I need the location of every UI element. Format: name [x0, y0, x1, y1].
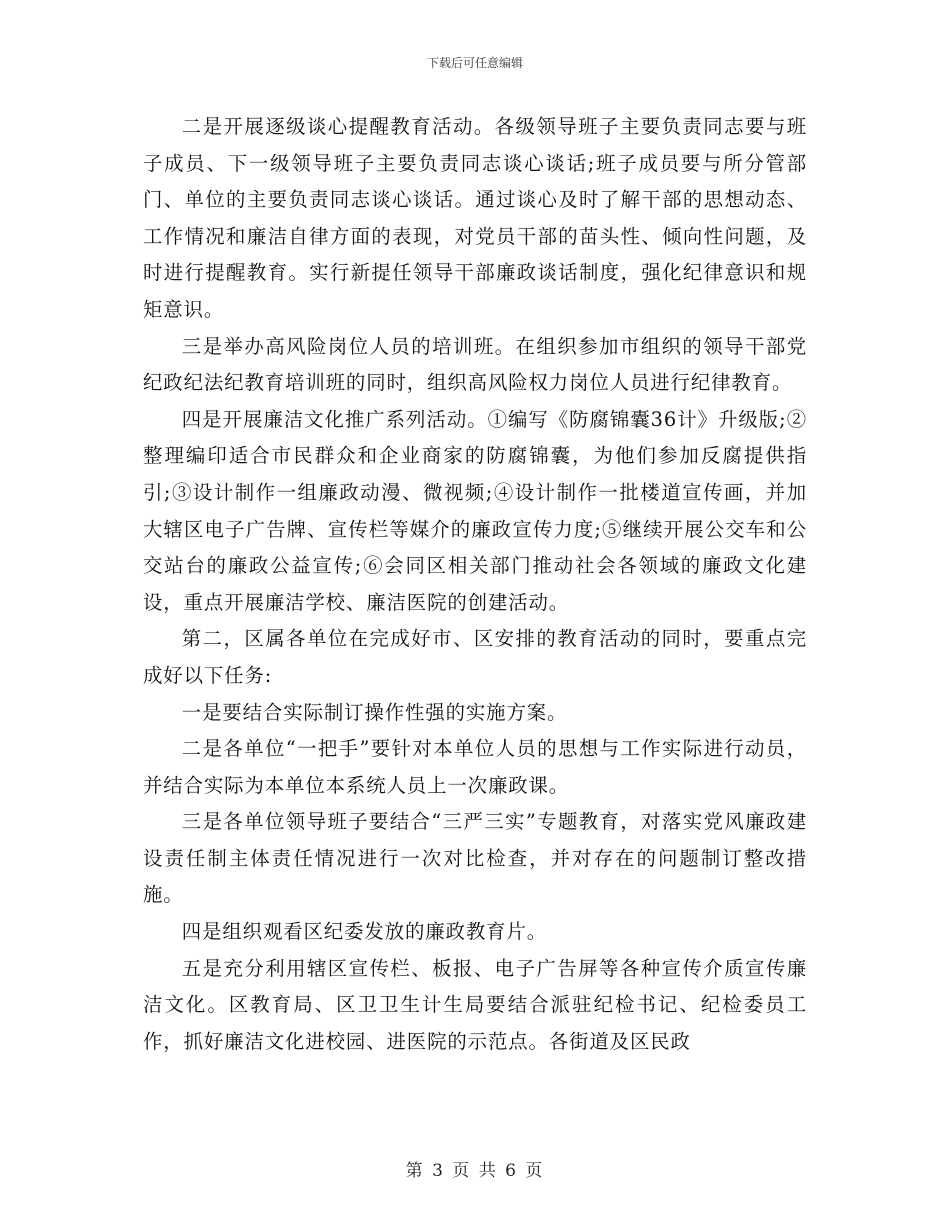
- page-header: 下载后可任意编辑: [426, 56, 523, 70]
- paragraph-task-two: 二是各单位“一把手”要针对本单位人员的思想与工作实际进行动员，并结合实际为本单位本系统人员上一次廉政课。: [143, 737, 807, 797]
- paragraph-training-class: 三是举办高风险岗位人员的培训班。在组织参加市组织的领导干部党纪政纪法纪教育培训班的同时，组织高风险权力岗位人员进行纪律教育。: [143, 334, 807, 395]
- paragraph-task-four: 四是组织观看区纪委发放的廉政教育片。: [181, 920, 548, 944]
- document-body: [143, 109, 807, 1060]
- paragraph-task-three: 三是各单位领导班子要结合“三严三实”专题教育，对落实党风廉政建设责任制主体责任情况进行一次对比检查，并对存在的问题制订整改措施。: [143, 810, 807, 907]
- paragraph-second-section: 第二，区属各单位在完成好市、区安排的教育活动的同时，要重点完成好以下任务:: [143, 627, 807, 687]
- paragraph-task-one: 一是要结合实际制订操作性强的实施方案。: [181, 700, 568, 724]
- page-number-footer: 第 3 页 共 6 页: [405, 1161, 545, 1181]
- paragraph-task-five: 五是充分利用辖区宣传栏、板报、电子广告屏等各种宣传介质宣传廉洁文化。区教育局、区卫卫生计生局要结合派驻纪检书记、纪检委员工作，抓好廉洁文化进校园、进医院的示范点。各街道及区民政: [143, 956, 807, 1053]
- paragraph-talk-reminder: 二是开展逐级谈心提醒教育活动。各级领导班子主要负责同志要与班子成员、下一级领导班子主要负责同志谈心谈话;班子成员要与所分管部门、单位的主要负责同志谈心谈话。通过谈心及时了解干部的思想动态、工作情况和廉洁自律方面的表现，对党员干部的苗头性、倾向性问题，及时进行提醒教育。实行新提任领导干部廉政谈话制度，强化纪律意识和规矩意识。: [143, 115, 807, 321]
- paragraph-culture-promotion: 四是开展廉洁文化推广系列活动。①编写《防腐锦囊36计》升级版;②整理编印适合市民群众和企业商家的防腐锦囊，为他们参加反腐提供指引;③设计制作一组廉政动漫、微视频;④设计制作一批楼道宣传画，并加大辖区电子广告牌、宣传栏等媒介的廉政宣传力度;⑤继续开展公交车和公交站台的廉政公益宣传;⑥会同区相关部门推动社会各领域的廉政文化建设，重点开展廉洁学校、廉洁医院的创建活动。: [143, 407, 807, 614]
